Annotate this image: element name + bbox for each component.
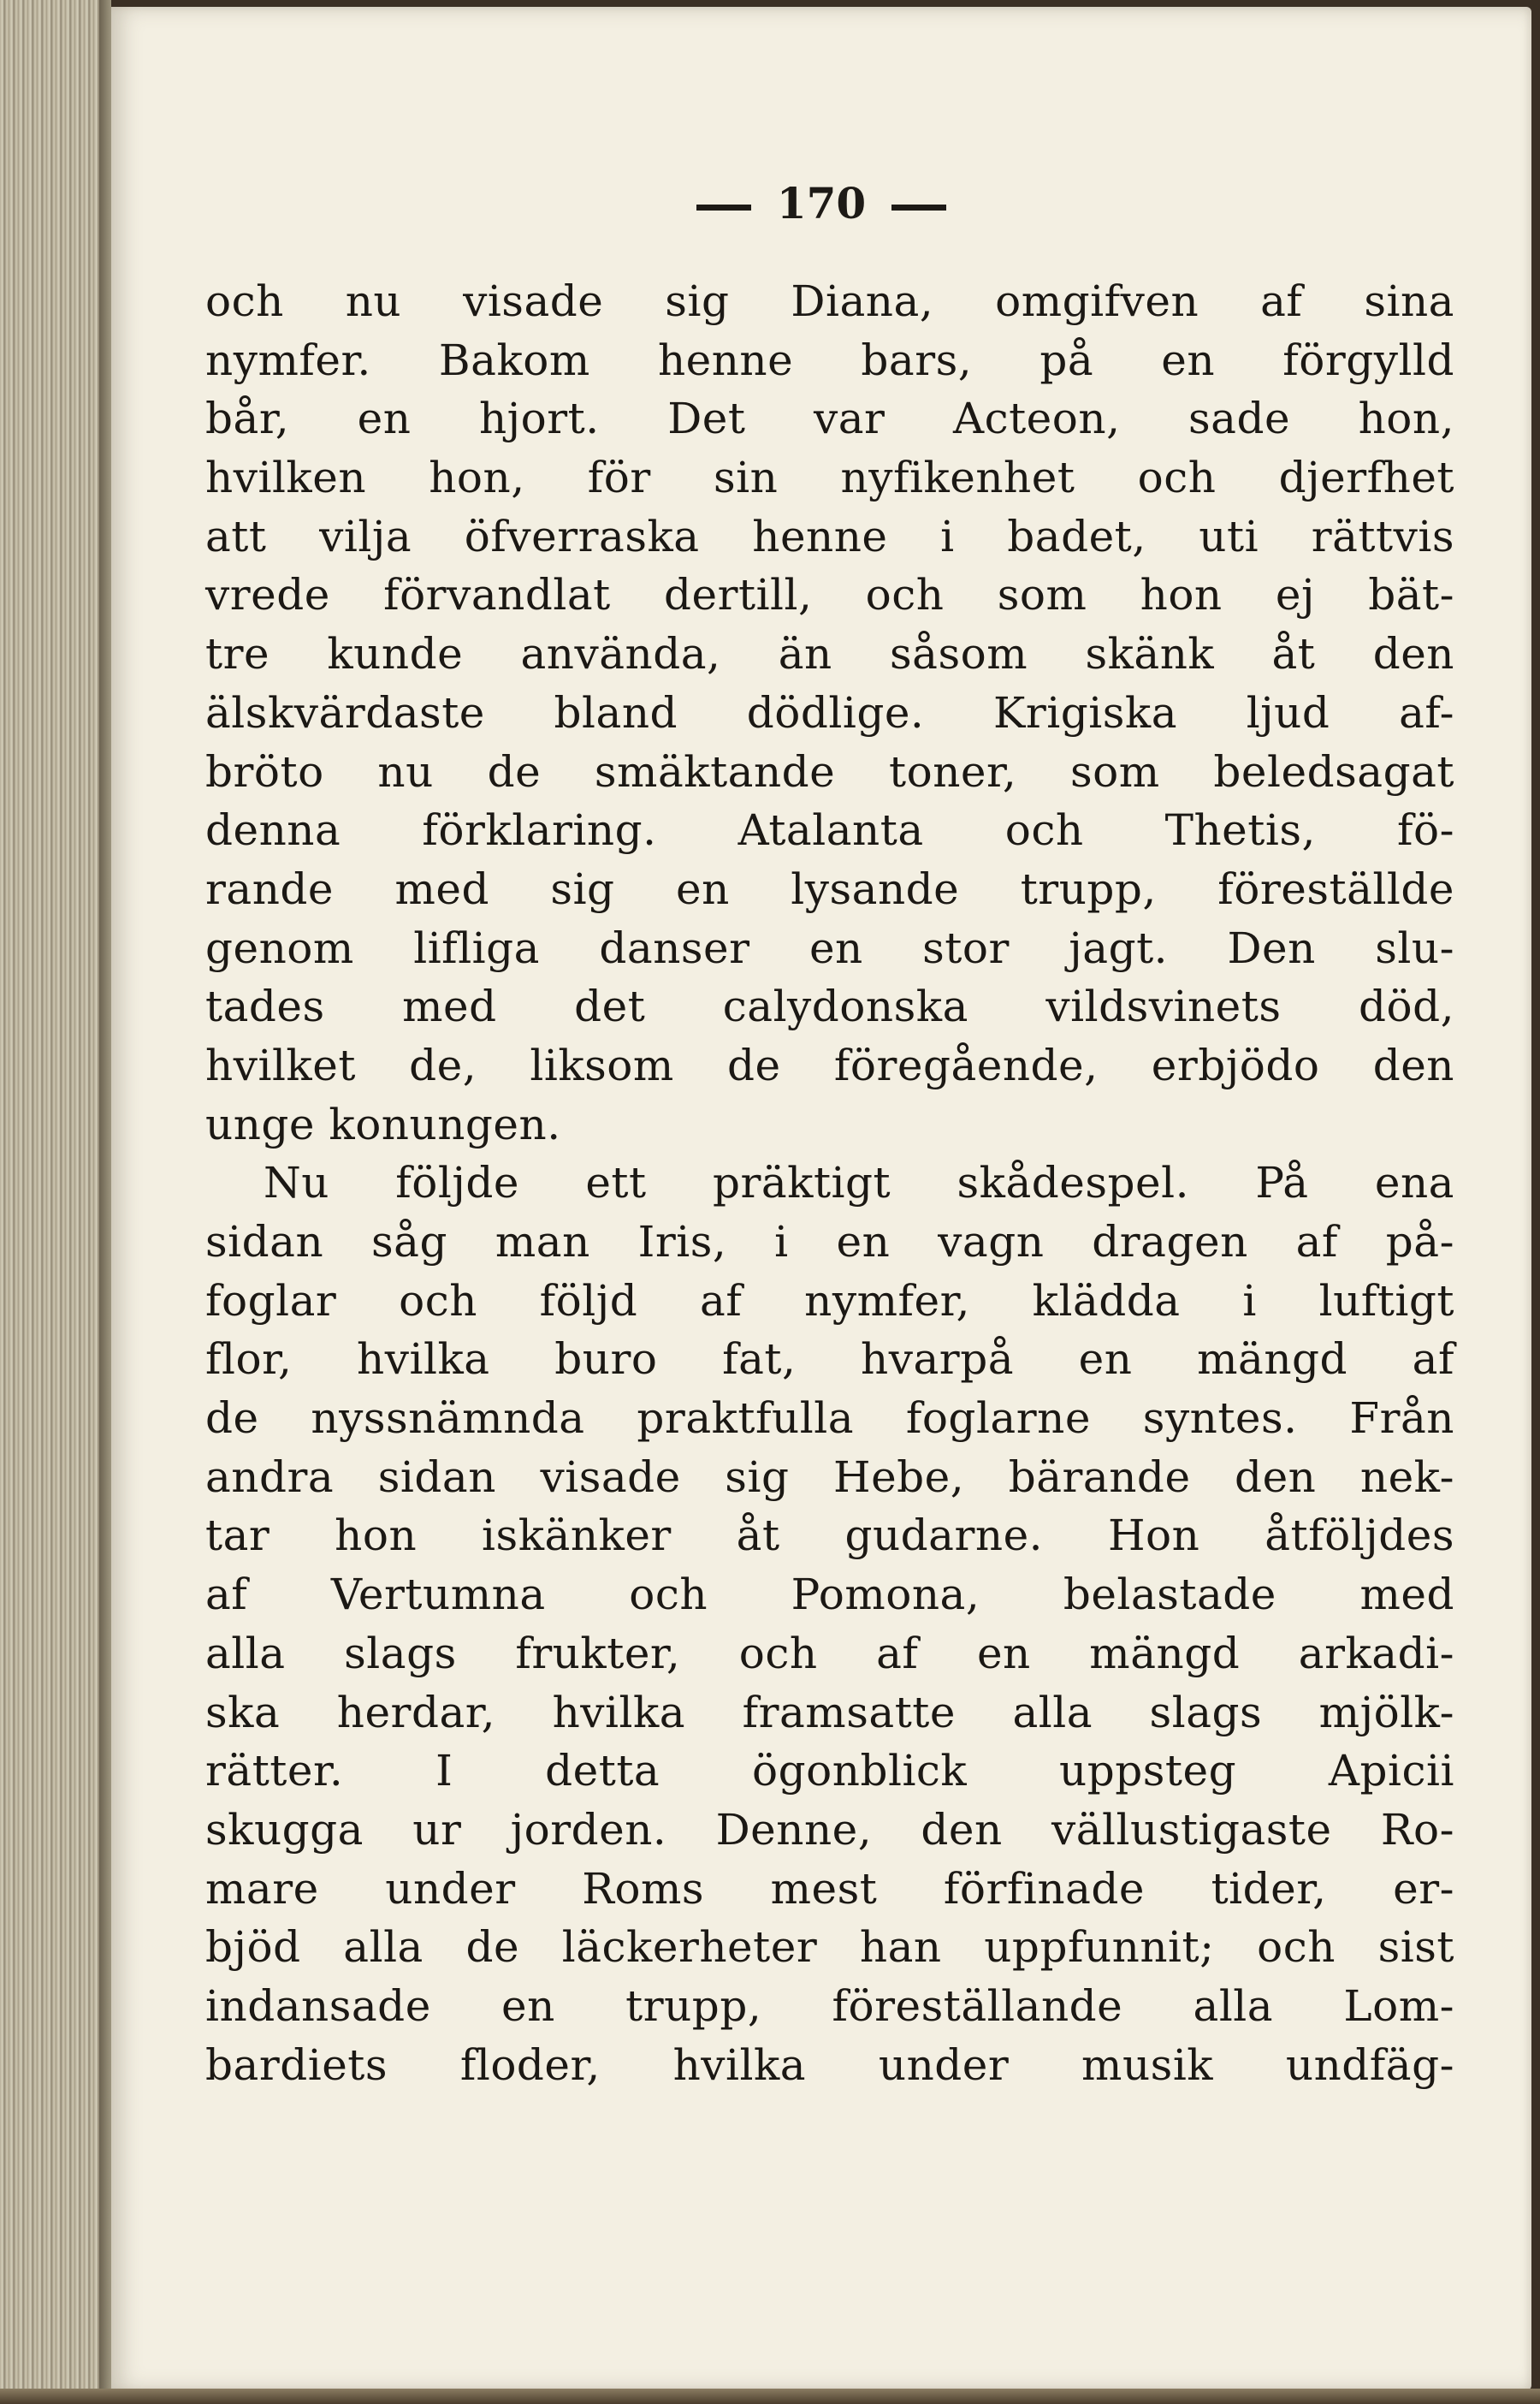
text-line: tre kunde använda, än såsom skänk åt den (205, 629, 1454, 680)
text-line: skugga ur jorden. Denne, den vällustigaste Ro- (205, 1804, 1454, 1855)
header-dash-left (696, 205, 751, 211)
page-number: 170 (776, 178, 867, 229)
text-line: nymfer. Bakom henne bars, på en förgylld (205, 335, 1454, 385)
text-line: rande med sig en lysande trupp, föreställde (205, 864, 1454, 914)
text-line: Nu följde ett präktigt skådespel. På ena (264, 1158, 1454, 1208)
text-line: bår, en hjort. Det var Acteon, sade hon, (205, 394, 1454, 444)
text-line: foglar och följd af nymfer, klädda i luftigt (205, 1275, 1454, 1326)
page-edges (0, 0, 111, 2404)
text-line: denna förklaring. Atalanta och Thetis, fö- (205, 805, 1454, 856)
text-line: andra sidan visade sig Hebe, bärande den nek- (205, 1451, 1454, 1502)
text-line: mare under Roms mest förfinade tider, er- (205, 1863, 1454, 1914)
text-line: och nu visade sig Diana, omgifven af sina (205, 276, 1454, 326)
text-line: bröto nu de smäktande toner, som beledsagat (205, 746, 1454, 797)
text-line: indansade en trupp, föreställande alla Lom- (205, 1980, 1454, 2031)
page-bottom-edge (0, 2389, 1540, 2404)
text-line: de nyssnämnda praktfulla foglarne syntes. Från (205, 1393, 1454, 1444)
text-line: genom lifliga danser en stor jagt. Den slu- (205, 923, 1454, 973)
text-line: bjöd alla de läckerheter han uppfunnit; och sist (205, 1922, 1454, 1973)
text-line: hvilken hon, för sin nyfikenhet och djerfhet (205, 453, 1454, 503)
text-line: flor, hvilka buro fat, hvarpå en mängd af (205, 1334, 1454, 1385)
text-line: alla slags frukter, och af en mängd arkadi- (205, 1628, 1454, 1678)
text-line: unge konungen. (205, 1099, 561, 1149)
text-line: att vilja öfverraska henne i badet, uti rättvis (205, 511, 1454, 561)
text-line: bardiets floder, hvilka under musik undfäg- (205, 2039, 1454, 2090)
text-line: tar hon iskänker åt gudarne. Hon åtföljdes (205, 1511, 1454, 1561)
text-line: sidan såg man Iris, i en vagn dragen af på- (205, 1217, 1454, 1267)
body-text (205, 272, 1454, 2094)
text-line: af Vertumna och Pomona, belastade med (205, 1570, 1454, 1620)
text-line: vrede förvandlat dertill, och som hon ej bät- (205, 570, 1454, 620)
text-line: rätter. I detta ögonblick uppsteg Apicii (205, 1746, 1454, 1796)
header-dash-right (891, 205, 946, 211)
text-line: hvilket de, liksom de föregående, erbjödo den (205, 1040, 1454, 1090)
page-header (111, 178, 1531, 229)
text-line: tades med det calydonska vildsvinets död, (205, 982, 1454, 1032)
text-line: ska herdar, hvilka framsatte alla slags mjölk- (205, 1687, 1454, 1737)
text-line: älskvärdaste bland dödlige. Krigiska ljud af- (205, 687, 1454, 738)
